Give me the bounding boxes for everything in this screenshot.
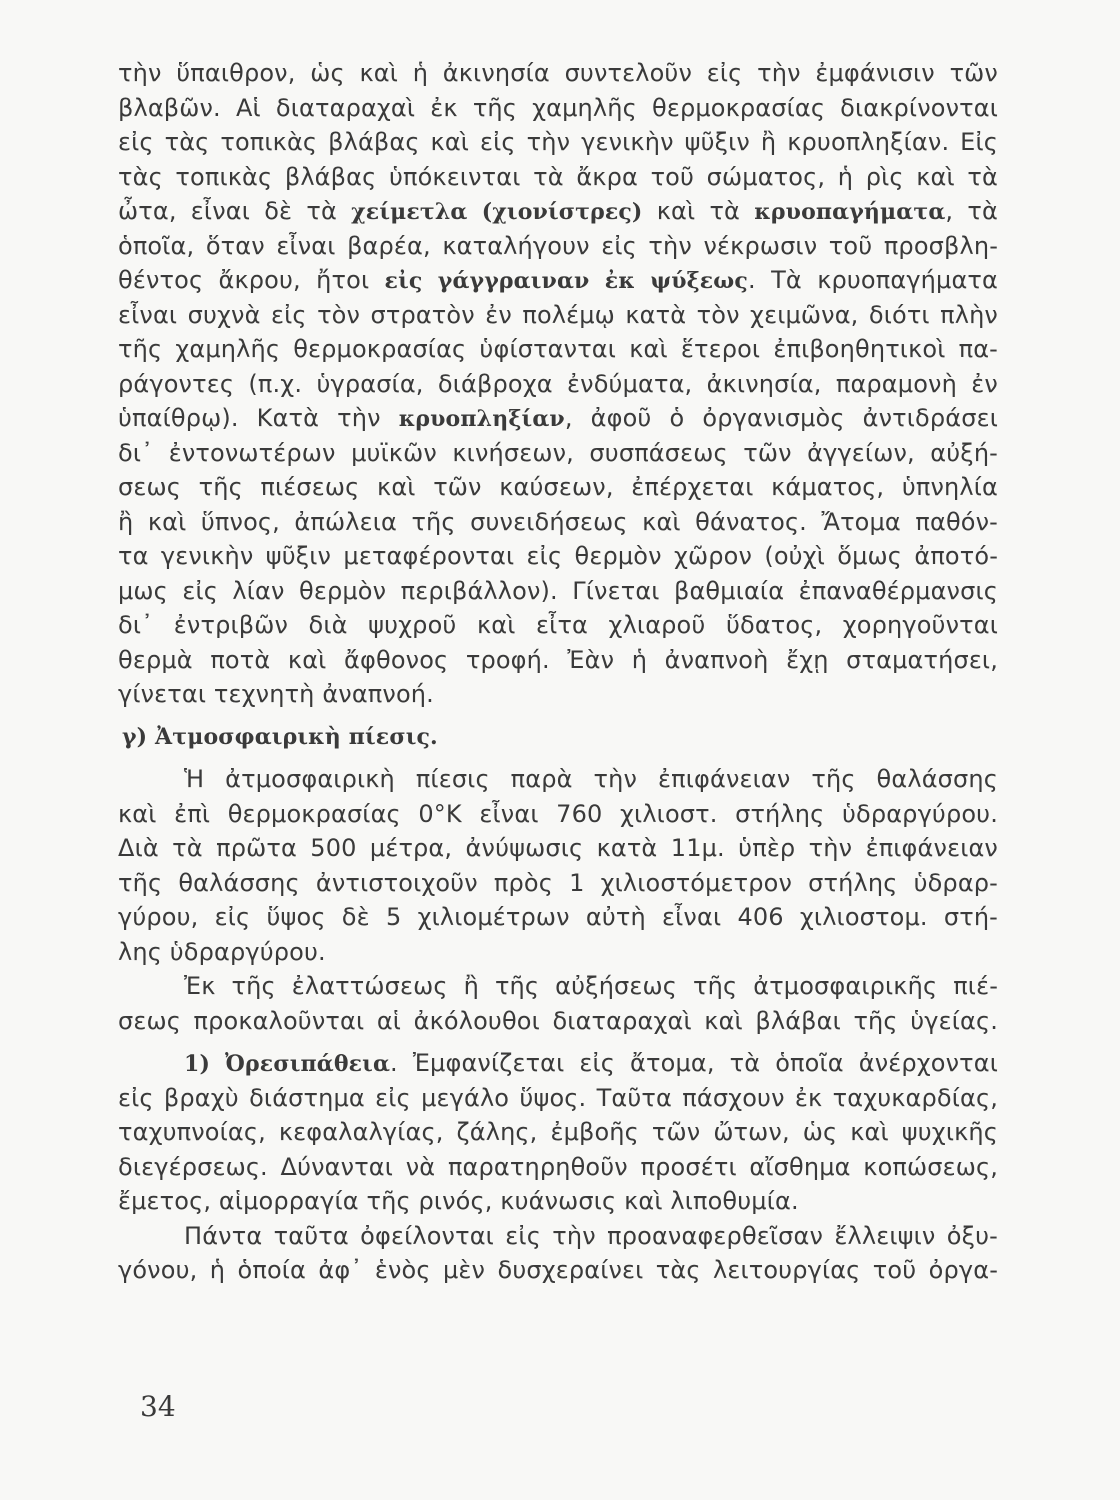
bold-term: κρυοπληξίαν xyxy=(398,406,565,432)
text-line: εἶναι συχνὰ εἰς τὸν στρατὸν ἐν πολέμῳ κατὰ τὸν χειμῶνα, διότι πλὴν xyxy=(118,300,998,329)
text-line: τῆς θαλάσσης ἀντιστοιχοῦν πρὸς 1 χιλιοστόμετρον στήλης ὑδραρ- xyxy=(118,868,998,897)
text-line: θερμὰ ποτὰ καὶ ἄφθονος τροφή. Ἐὰν ἡ ἀναπνοὴ ἔχῃ σταματήσει, xyxy=(118,645,998,674)
text-line: εἰς βραχὺ διάστημα εἰς μεγάλο ὕψος. Ταῦτα πάσχουν ἐκ ταχυκαρδίας, xyxy=(118,1083,998,1112)
text-line: τὰς τοπικὰς βλάβας ὑπόκεινται τὰ ἄκρα τοῦ σώματος, ἡ ρὶς καὶ τὰ xyxy=(118,162,998,191)
text-line: δι᾽ ἐντονωτέρων μυϊκῶν κινήσεων, συσπάσεως τῶν ἀγγείων, αὐξή- xyxy=(118,438,998,467)
text-run: θέντος ἄκρου, ἤτοι xyxy=(118,266,385,294)
text-line: μως εἰς λίαν θερμὸν περιβάλλον). Γίνεται βαθμιαία ἐπαναθέρμανσις xyxy=(118,576,998,605)
text-line xyxy=(118,1046,998,1081)
text-run: , ἀφοῦ ὁ ὀργανισμὸς ἀντιδράσει xyxy=(564,404,998,432)
text-line xyxy=(118,194,998,229)
section-heading: γ) Ἀτμοσφαιρικὴ πίεσις. xyxy=(122,723,438,750)
bold-term: κρυοπαγήματα xyxy=(754,199,946,225)
text-line: Ἐκ τῆς ἐλαττώσεως ἢ τῆς αὐξήσεως τῆς ἀτμοσφαιρικῆς πιέ- xyxy=(184,972,998,1000)
text-line: Ἡ ἀτμοσφαιρικὴ πίεσις παρὰ τὴν ἐπιφάνειαν τῆς θαλάσσης xyxy=(184,765,998,793)
page-number: 34 xyxy=(140,1390,176,1423)
text-line: τα γενικὴν ψῦξιν μεταφέρονται εἰς θερμὸν χῶρον (οὐχὶ ὅμως ἀποτό- xyxy=(118,542,998,570)
subsection-heading: 1) Ὀρεσιπάθεια xyxy=(184,1051,391,1077)
text-line: τῆς χαμηλῆς θερμοκρασίας ὑφίστανται καὶ ἕτεροι ἐπιβοηθητικοὶ πα- xyxy=(118,335,998,363)
text-line: ταχυπνοίας, κεφαλαλγίας, ζάλης, ἐμβοῆς τῶν ὤτων, ὡς καὶ ψυχικῆς xyxy=(118,1118,998,1146)
text-line: γόνου, ἡ ὁποία ἀφ᾽ ἑνὸς μὲν δυσχεραίνει τὰς λειτουργίας τοῦ ὀργα- xyxy=(118,1256,998,1284)
text-run: . Ἐμφανίζεται εἰς ἄτομα, τὰ ὁποῖα ἀνέρχονται xyxy=(390,1049,999,1077)
text-line: Διὰ τὰ πρῶτα 500 μέτρα, ἀνύψωσις κατὰ 11μ. ὑπὲρ τὴν ἐπιφάνειαν xyxy=(118,834,998,862)
bold-term: εἰς γάγγραιναν ἐκ ψύξεως xyxy=(384,268,748,294)
text-line: σεως προκαλοῦνται αἱ ἀκόλουθοι διαταραχαὶ καὶ βλάβαι τῆς ὑγείας. xyxy=(118,1006,998,1035)
text-run: ὦτα, εἶναι δὲ τὰ xyxy=(118,197,352,225)
text-line: διεγέρσεως. Δύνανται νὰ παρατηρηθοῦν προσέτι αἴσθημα κοπώσεως, xyxy=(118,1152,998,1181)
text-run: ὑπαίθρῳ). Κατὰ τὴν xyxy=(118,404,399,432)
text-line: καὶ ἐπὶ θερμοκρασίας 0°Κ εἶναι 760 χιλιοστ. στήλης ὑδραργύρου. xyxy=(118,799,998,828)
text-line: εἰς τὰς τοπικὰς βλάβας καὶ εἰς τὴν γενικὴν ψῦξιν ἢ κρυοπληξίαν. Εἰς xyxy=(118,128,998,156)
text-line: Πάντα ταῦτα ὀφείλονται εἰς τὴν προαναφερθεῖσαν ἔλλειψιν ὀξυ- xyxy=(184,1221,998,1250)
text-run: καὶ τὰ xyxy=(642,197,755,225)
text-line: βλαβῶν. Αἱ διαταραχαὶ ἐκ τῆς χαμηλῆς θερμοκρασίας διακρίνονται xyxy=(118,93,998,122)
text-line: γύρου, εἰς ὕψος δὲ 5 χιλιομέτρων αὐτὴ εἶναι 406 χιλιοστομ. στή- xyxy=(118,903,998,931)
text-line: ράγοντες (π.χ. ὑγρασία, διάβροχα ἐνδύματα, ἀκινησία, παραμονὴ ἐν xyxy=(118,369,998,398)
text-line: σεως τῆς πιέσεως καὶ τῶν καύσεων, ἐπέρχεται κάματος, ὑπνηλία xyxy=(118,473,998,501)
text-run: , τὰ xyxy=(945,197,998,225)
text-line xyxy=(118,263,998,298)
text-line: ἢ καὶ ὕπνος, ἀπώλεια τῆς συνειδήσεως καὶ θάνατος. Ἄτομα παθόν- xyxy=(118,507,998,536)
text-line: τὴν ὕπαιθρον, ὡς καὶ ἡ ἀκινησία συντελοῦν εἰς τὴν ἐμφάνισιν τῶν xyxy=(118,59,998,87)
text-line: ὁποῖα, ὅταν εἶναι βαρέα, καταλήγουν εἰς τὴν νέκρωσιν τοῦ προσβλη- xyxy=(118,231,998,260)
bold-term: χείμετλα (χιονίστρες) xyxy=(351,199,643,225)
text-line: γίνεται τεχνητὴ ἀναπνοή. xyxy=(118,680,434,708)
text-line xyxy=(118,401,998,436)
text-line: ἔμετος, αἱμορραγία τῆς ρινός, κυάνωσις καὶ λιποθυμία. xyxy=(118,1187,799,1215)
page-body xyxy=(118,56,998,1288)
text-run: . Τὰ κρυοπαγήματα xyxy=(747,266,998,294)
text-line: λης ὑδραργύρου. xyxy=(118,937,326,966)
text-line: δι᾽ ἐντριβῶν διὰ ψυχροῦ καὶ εἶτα χλιαροῦ ὕδατος, χορηγοῦνται xyxy=(118,611,998,639)
